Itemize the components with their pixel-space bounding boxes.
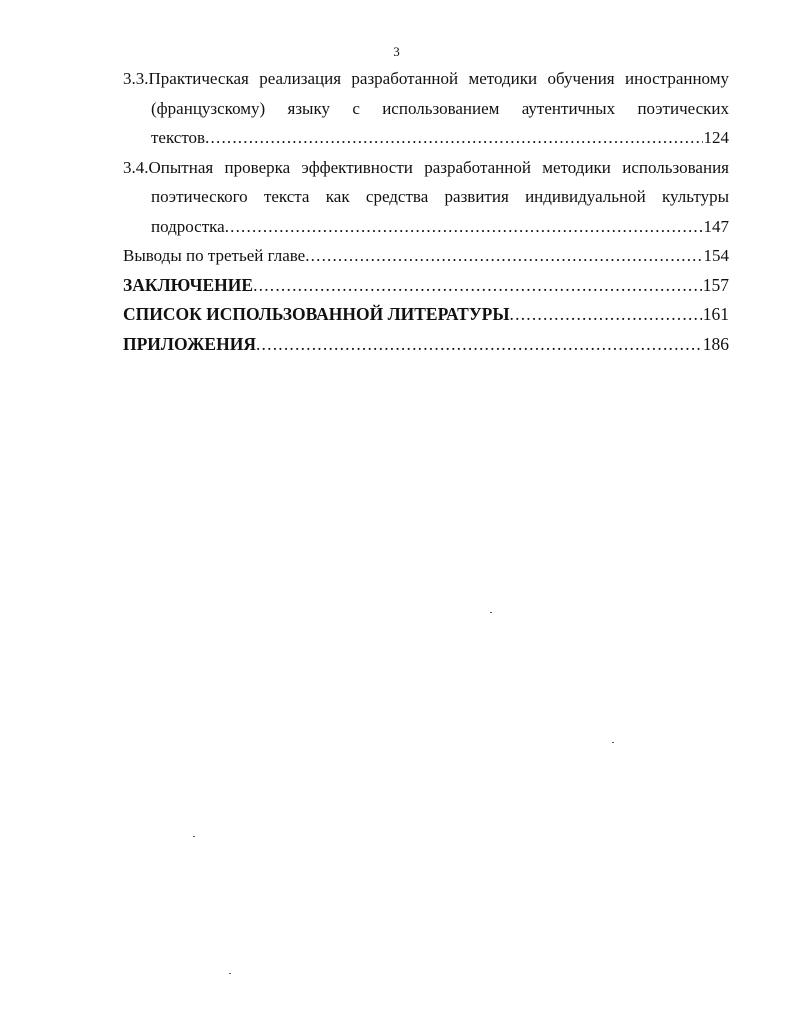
- table-of-contents: [123, 64, 729, 359]
- toc-entry-zaklyuchenie-label: ЗАКЛЮЧЕНИЕ: [123, 274, 254, 295]
- toc-entry-3-3-line2: (французскому) языку с использованием аутентичных поэтических: [151, 98, 729, 118]
- toc-entry-3-4: [123, 153, 729, 242]
- toc-entry-3-3: [123, 64, 729, 153]
- toc-entry-spisok-page: 161: [702, 304, 729, 324]
- toc-entry-spisok-label: СПИСОК ИСПОЛЬЗОВАННОЙ ЛИТЕРАТУРЫ: [123, 304, 510, 324]
- scan-speck: [193, 836, 195, 837]
- dot-leader: [205, 123, 702, 153]
- dot-leader: [256, 330, 702, 360]
- page-number: 3: [393, 44, 400, 59]
- toc-entry-3-3-line1: 3.3.Практическая реализация разработанной методики обучения иностранному: [123, 69, 729, 88]
- scan-speck: [612, 742, 614, 743]
- toc-entry-prilozheniya-page: 186: [702, 333, 729, 354]
- dot-leader: [253, 271, 702, 301]
- toc-entry-3-4-line2: поэтического текста как средства развития индивидуальной культуры: [151, 187, 729, 206]
- toc-entry-3-4-line3: подростка: [151, 216, 225, 236]
- dot-leader: [305, 241, 702, 271]
- dot-leader: [225, 212, 703, 242]
- toc-entry-conclusions-label: Выводы по третьей главе: [123, 246, 306, 265]
- toc-entry-conclusions-page: 154: [703, 246, 729, 265]
- toc-entry-zaklyuchenie-page: 157: [702, 274, 729, 295]
- toc-entry-3-4-leader: [123, 212, 729, 242]
- toc-entry-3-3-line3: текстов: [151, 128, 206, 147]
- toc-entry-3-3-leader: [123, 123, 729, 153]
- scan-speck: [229, 973, 231, 974]
- toc-entry-spisok: [123, 300, 729, 330]
- toc-entry-3-4-line1: 3.4.Опытная проверка эффективности разработанной методики использования: [123, 157, 729, 177]
- toc-entry-3-3-page: 124: [703, 128, 729, 147]
- toc-entry-prilozheniya: [123, 330, 729, 360]
- dot-leader: [510, 300, 702, 330]
- toc-entry-zaklyuchenie: [123, 271, 729, 301]
- toc-entry-conclusions: [123, 241, 729, 271]
- toc-entry-3-4-page: 147: [703, 216, 729, 236]
- toc-entry-prilozheniya-label: ПРИЛОЖЕНИЯ: [123, 333, 256, 354]
- scan-speck: [490, 612, 492, 613]
